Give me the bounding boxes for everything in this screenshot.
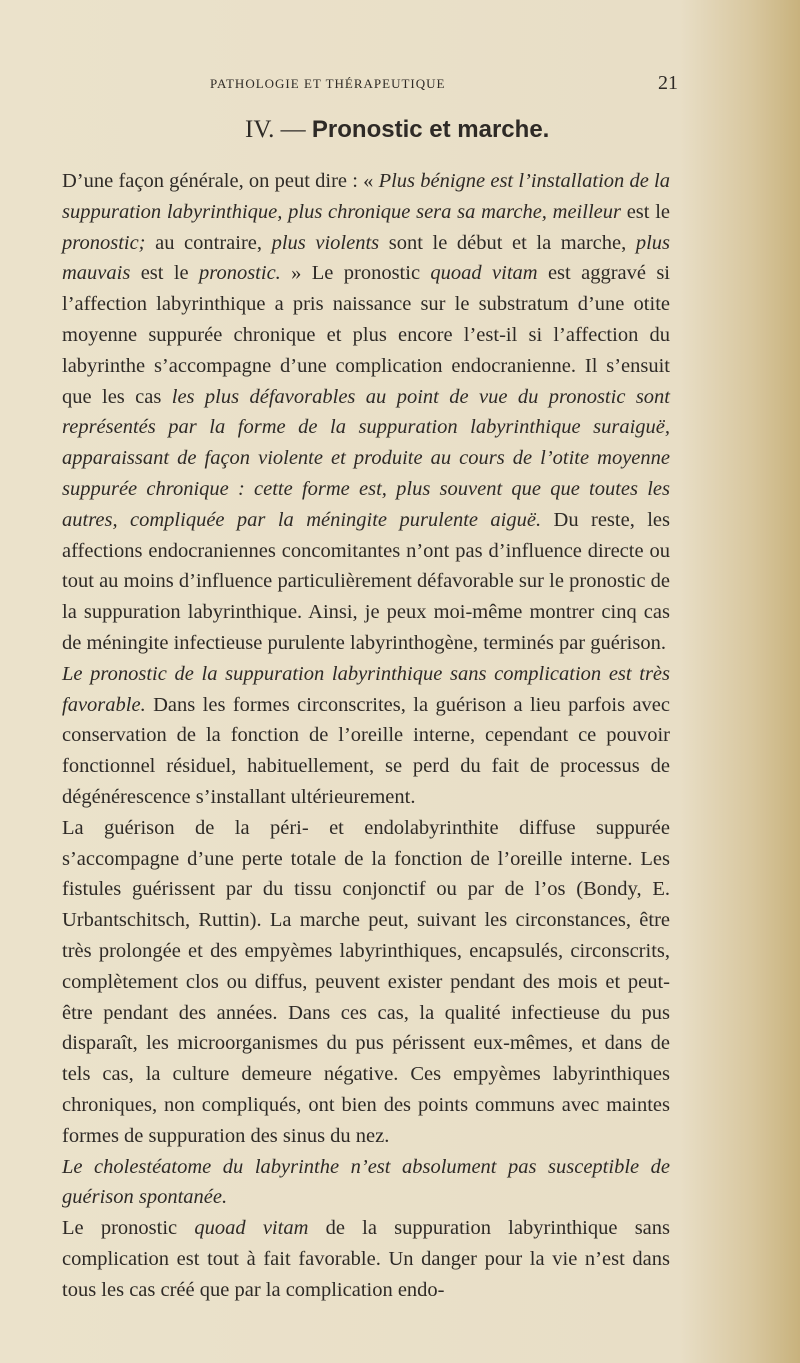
italic-text-run: plus mauvais [62,231,670,285]
section-title: Pronostic et marche. [311,116,550,143]
italic-text-run: quoad vitam [194,1217,309,1240]
italic-text-run: plus violents [271,231,380,254]
italic-text-run: les plus défavorables au point de vue du pronostic sont représentés par la forme de la suppuration labyrinthique suraiguë, apparaissant de façon violente et produite au cours de l’otite moyenne suppurée chronique : cette forme est, plus souvent que que toutes les autres, compliquée par la méningite purulente aiguë. [62,385,670,531]
text-run: est le [130,262,199,285]
italic-text-run: Le cholestéatome du labyrinthe n’est absolument pas susceptible de guérison spontanée. [62,1155,670,1209]
page-number: 21 [658,72,678,94]
paragraph [62,813,670,1152]
text-run: de la suppuration labyrinthique sans complication est tout à fait favorable. Un danger pour la vie n’est dans tous les cas créé que par la complication endo- [62,1217,670,1301]
text-run: Du reste, les affections endocraniennes concomitantes n’ont pas d’influence directe ou tout au moins d’influence particulièrement défavorable sur le pronostic de la suppuration labyrinthique. Ainsi, je peux moi-même montrer cinq cas de méningite infectieuse purulente labyrinthogène, terminés par guérison. [62,508,671,654]
italic-text-run: quoad vitam [430,262,538,285]
running-head: PATHOLOGIE ET THÉRAPEUTIQUE [210,76,446,91]
paragraph [62,659,670,813]
text-run: est aggravé si l’affection labyrinthique a pris naissance sur le substratum d’une otite moyenne suppurée chronique et plus encore l’est-il si l’affection du labyrinthe s’accompagne d’une complication endocranienne. Il s’ensuit que les cas [62,262,670,408]
text-run: » Le pronostic [280,262,431,285]
section-heading [245,116,549,144]
italic-text-run: pronostic. [198,262,281,285]
text-run: Dans les formes circonscrites, la guérison a lieu parfois avec conservation de la fonction de l’oreille interne, cependant ce pouvoir fonctionnel résiduel, habituellement, se perd du fait de processus de dégénérescence s’installant ultérieurement. [62,693,670,808]
paragraph [62,1213,670,1305]
paragraph [62,166,670,659]
body-text [62,166,670,1305]
text-run: est le [620,200,670,223]
text-run: La guérison de la péri- et endolabyrinthite diffuse suppurée s’accompagne d’une perte totale de la fonction de l’oreille interne. Les fistules guérissent par du tissu conjonctif ou par de l’os (Bondy, E. Urbantschitsch, Ruttin). La marche peut, suivant les circonstances, être très prolongée et des empyèmes labyrinthiques, encapsulés, circonscrits, complètement clos ou diffus, peuvent exister pendant des mois et peut-être pendant des années. Dans ces cas, la qualité infectieuse du pus disparaît, les microorganismes du pus périssent eux-mêmes, et dans de tels cas, la culture demeure négative. Ces empyèmes labyrinthiques chroniques, non compliqués, ont bien des points communs avec maintes formes de suppuration des sinus du nez. [62,816,670,1147]
italic-text-run: pronostic; [62,231,156,254]
text-run: D’une façon générale, on peut dire : « [62,170,379,192]
text-run: Le pronostic [62,1217,195,1240]
section-number: IV. — [245,116,312,143]
paragraph [62,1152,670,1214]
text-run: au contraire, [155,231,272,254]
italic-text-run: Plus bénigne est l’installation de la suppuration labyrinthique, plus chronique sera sa marche, meilleur [62,170,670,223]
italic-text-run: Le pronostic de la suppuration labyrinthique sans complication est très favorable. [62,662,670,716]
page-header [210,72,678,94]
text-run: sont le début et la marche, [379,231,636,254]
